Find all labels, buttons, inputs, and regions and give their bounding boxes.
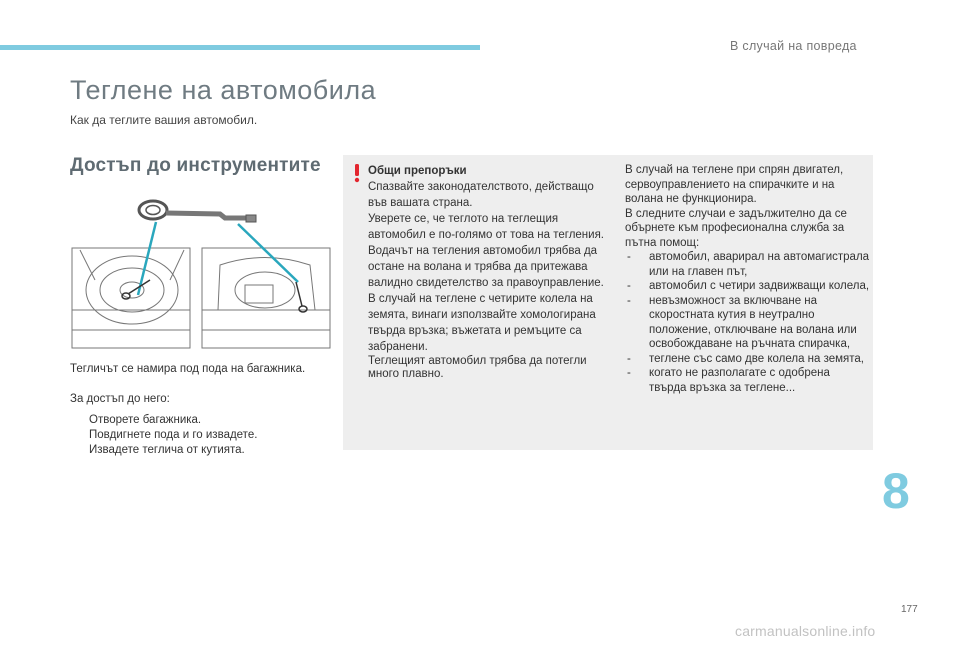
advice-title: Общи препоръки (368, 165, 467, 177)
list-item: Повдигнете пода и го извадете. (89, 429, 258, 441)
section-header: В случай на повреда (730, 39, 857, 53)
page-title: Теглене на автомобила (70, 75, 377, 105)
trunk-right-drawing (202, 248, 330, 348)
header-accent-bar (0, 45, 480, 50)
list-item: - автомобил, аварирал на автомагистрала или на главен път, (627, 251, 870, 278)
access-heading: Достъп до инструментите (70, 155, 321, 176)
towing-eye-icon (139, 201, 256, 222)
advice-right-intro: В случай на теглене при спрян двигател, сервоуправлението на спирачките и на волана не функционира. (625, 164, 844, 205)
location-text: Тегличът се намира под пода на багажника. (70, 363, 306, 375)
advice-paragraph: Уверете се, че теглото на теглещия автомобил е по-голямо от това на тегления. (368, 213, 604, 241)
advice-paragraph: В случай на теглене с четирите колела на земята, винаги използвайте хомологирана твърда връзка; въжетата и ремъците са забранени. (368, 293, 596, 353)
advice-right-column (625, 163, 870, 395)
watermark: carmanualsonline.info (735, 623, 876, 639)
trunk-left-drawing (72, 248, 190, 348)
advice-paragraph: Спазвайте законодателството, действащо във вашата страна. (368, 181, 594, 209)
page-number: 177 (901, 604, 918, 615)
page-subtitle: Как да теглите вашия автомобил. (70, 113, 258, 127)
access-intro: За достъп до него: (70, 393, 170, 405)
list-item: - автомобил с четири задвижващи колела, (627, 280, 870, 292)
chapter-number: 8 (882, 463, 910, 519)
tool-location-marks (122, 280, 307, 312)
list-item: Извадете теглича от кутията. (89, 444, 245, 456)
list-item: - когато не разполагате с одобрена твърда връзка за теглене... (627, 367, 830, 394)
advice-paragraph: Теглещият автомобил трябва да потегли много плавно. (368, 355, 587, 380)
list-item: Отворете багажника. (89, 414, 202, 426)
warning-exclamation-icon (352, 163, 362, 183)
advice-left-column (368, 163, 608, 381)
advice-right-lead: В следните случаи е задължително да се обърнете към професионална служба за пътна помощ: (625, 207, 847, 249)
tow-eye-illustration (70, 190, 335, 355)
list-item: - теглене със само две колела на земята, (627, 352, 865, 365)
access-steps (70, 413, 257, 458)
advice-paragraph: Водачът на тегления автомобил трябва да остане на волана и трябва да притежава валидно свидетелство за правоуправление. (368, 245, 604, 289)
assistance-cases-list (625, 250, 870, 395)
list-item: - невъзможност за включване на скоростната кутия в неутрално положение, отключване на волана или освобождаване на ръчната спирачка, (627, 294, 857, 350)
pointer-lines (138, 222, 298, 295)
